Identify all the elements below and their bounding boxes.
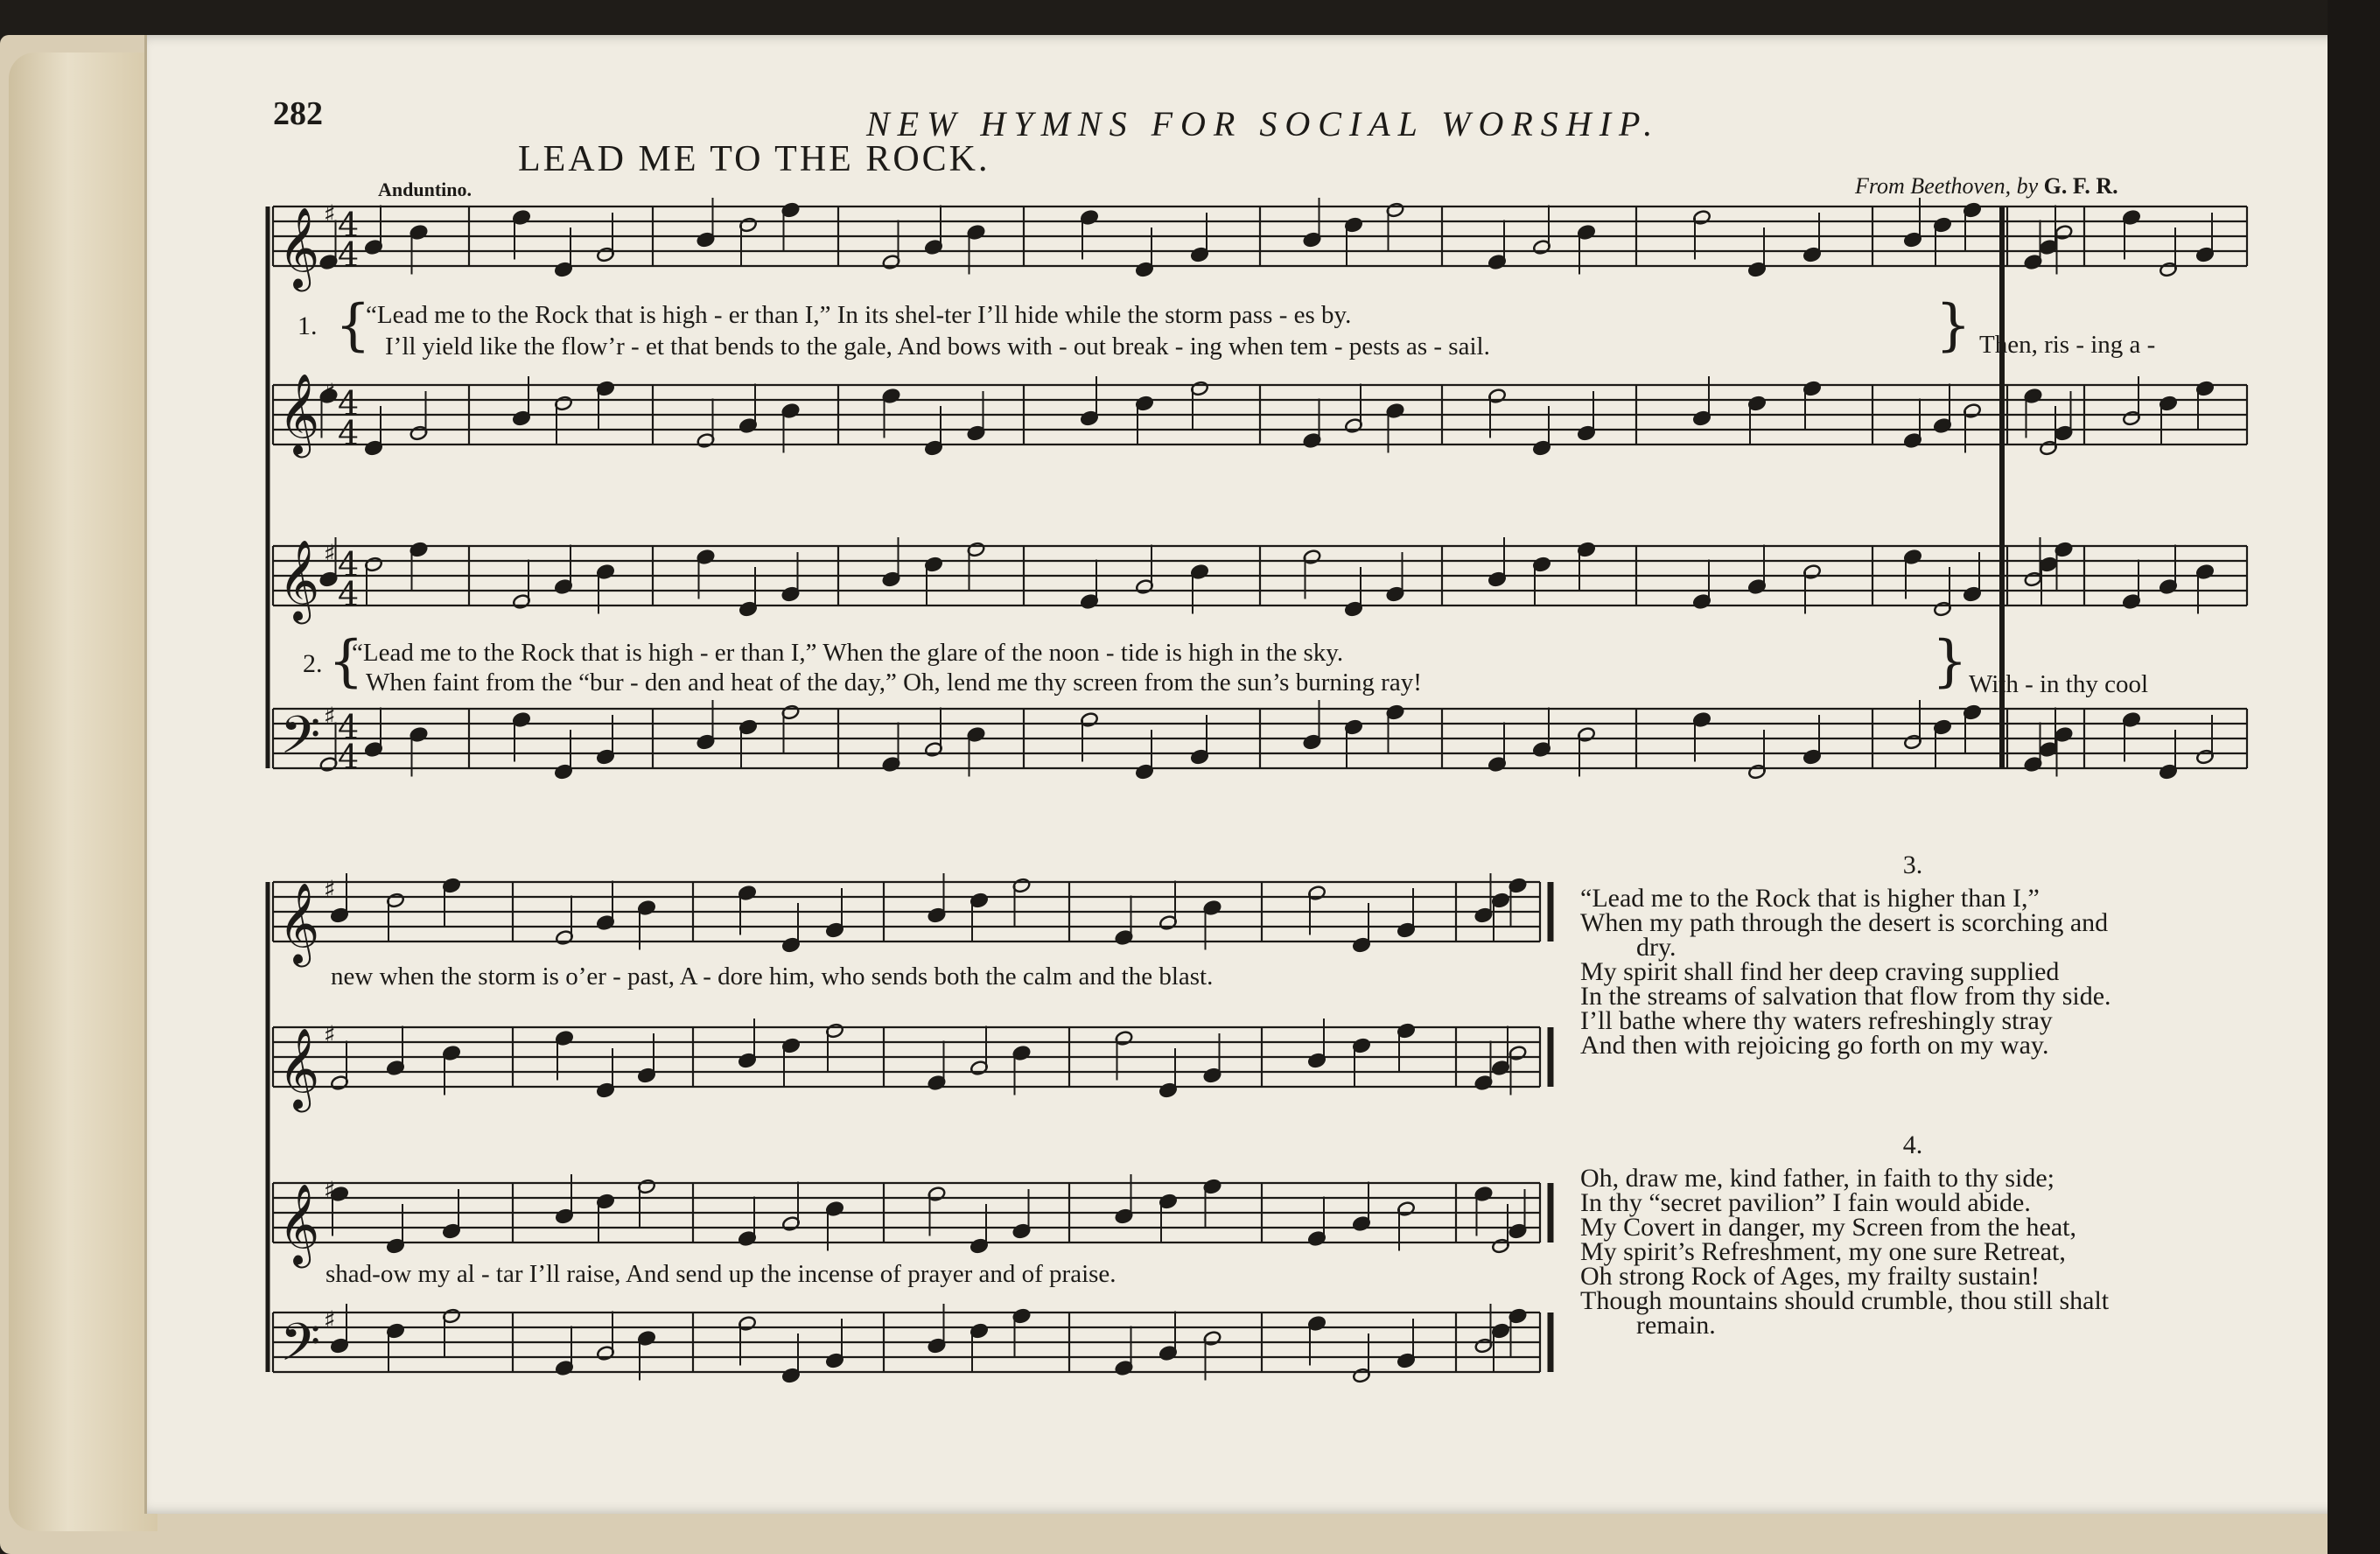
stanza3-line: And then with rejoicing go forth on my way.: [1580, 1031, 2049, 1060]
verse-1-line-1: “Lead me to the Rock that is high - er than I,” In its shel-ter I’ll hide while the storm pass - es by.: [366, 301, 1352, 329]
time-signature-top: 4: [338, 206, 360, 244]
time-signature-top: 4: [338, 708, 360, 746]
stanza3-line: “Lead me to the Rock that is higher than I,”: [1580, 884, 2040, 913]
bass-clef: 𝄢: [280, 704, 321, 778]
verse-number-1: 1.: [298, 312, 318, 340]
treble-clef: 𝄞: [278, 206, 320, 288]
composer-attribution: From Beethoven, by G. F. R.: [1855, 173, 2118, 199]
treble-clef: 𝄞: [278, 373, 320, 454]
stanza-4-number: 4.: [1902, 1130, 1923, 1159]
stanza3-line: When my path through the desert is scorching and: [1580, 908, 2109, 937]
time-signature-bottom: 4: [338, 414, 360, 452]
verse-2-continuation: With - in thy cool: [1969, 670, 2149, 698]
key-signature-sharp: ♯: [324, 200, 336, 228]
stanza4-line: remain.: [1636, 1311, 1716, 1340]
hymn-title: LEAD ME TO THE ROCK.: [518, 139, 990, 179]
key-signature-sharp: ♯: [324, 539, 336, 568]
system-2-lyric-1: new when the storm is o’er - past, A - dore him, who sends both the calm and the blast.: [331, 962, 1214, 990]
stanza4-line: My spirit’s Refreshment, my one sure Retreat,: [1580, 1237, 2066, 1266]
key-signature-sharp: ♯: [324, 875, 336, 904]
treble-clef: 𝄞: [278, 1027, 320, 1109]
key-signature-sharp: ♯: [324, 702, 336, 731]
verse-2-line-1: “Lead me to the Rock that is high - er than I,” When the glare of the noon - tide is high in the sky.: [352, 639, 1344, 667]
treble-clef: 𝄞: [278, 1183, 320, 1264]
stanza4-line: My Covert in danger, my Screen from the heat,: [1580, 1213, 2076, 1242]
time-signature-bottom: 4: [338, 738, 360, 776]
treble-clef: 𝄞: [278, 882, 320, 963]
stanza3-line: My spirit shall find her deep craving supplied: [1580, 957, 2060, 986]
system-2-lyric-2: shad-ow my al - tar I’ll raise, And send up the incense of prayer and of praise.: [326, 1260, 1116, 1288]
time-signature-top: 4: [338, 545, 360, 584]
stanza-3-number: 3.: [1902, 850, 1923, 879]
stanza3-line: In the streams of salvation that flow from thy side.: [1580, 982, 2111, 1011]
running-head: NEW HYMNS FOR SOCIAL WORSHIP.: [866, 104, 1661, 144]
treble-clef: 𝄞: [278, 539, 320, 620]
verse-2-line-2: When faint from the “bur - den and heat of the day,” Oh, lend me thy screen from the sun’s burning ray!: [366, 668, 1422, 696]
stanza3-line: I’ll bathe where thy waters refreshingly stray: [1580, 1006, 2053, 1035]
stanza3-line: dry.: [1636, 933, 1676, 962]
verse-brace-1: {: [335, 293, 371, 358]
verse-1-continuation: Then, ris - ing a -: [1979, 331, 2156, 359]
page-number: 282: [273, 95, 323, 132]
verse-brace-2: {: [328, 629, 364, 694]
verse-brace-2-right: }: [1932, 629, 1968, 694]
stanza4-line: Oh strong Rock of Ages, my frailty sustain!: [1580, 1262, 2040, 1291]
bass-clef: 𝄢: [280, 1312, 321, 1385]
verse-brace-1-right: }: [1936, 293, 1971, 358]
tempo-marking: Anduntino.: [378, 178, 472, 200]
key-signature-sharp: ♯: [324, 1176, 336, 1205]
stanza4-line: In thy “secret pavilion” I fain would abide.: [1580, 1188, 2031, 1217]
verse-number-2: 2.: [303, 649, 323, 678]
verse-1-line-2: I’ll yield like the flow’r - et that bends to the gale, And bows with - out break - ing when tem - pests as - sail.: [385, 332, 1490, 360]
key-signature-sharp: ♯: [324, 378, 336, 407]
time-signature-bottom: 4: [338, 235, 360, 274]
time-signature-bottom: 4: [338, 575, 360, 613]
stanza4-line: Though mountains should crumble, thou still shalt: [1580, 1286, 2110, 1315]
key-signature-sharp: ♯: [324, 1306, 336, 1334]
key-signature-sharp: ♯: [324, 1020, 336, 1049]
stanza4-line: Oh, draw me, kind father, in faith to thy side;: [1580, 1164, 2055, 1193]
time-signature-top: 4: [338, 384, 360, 423]
